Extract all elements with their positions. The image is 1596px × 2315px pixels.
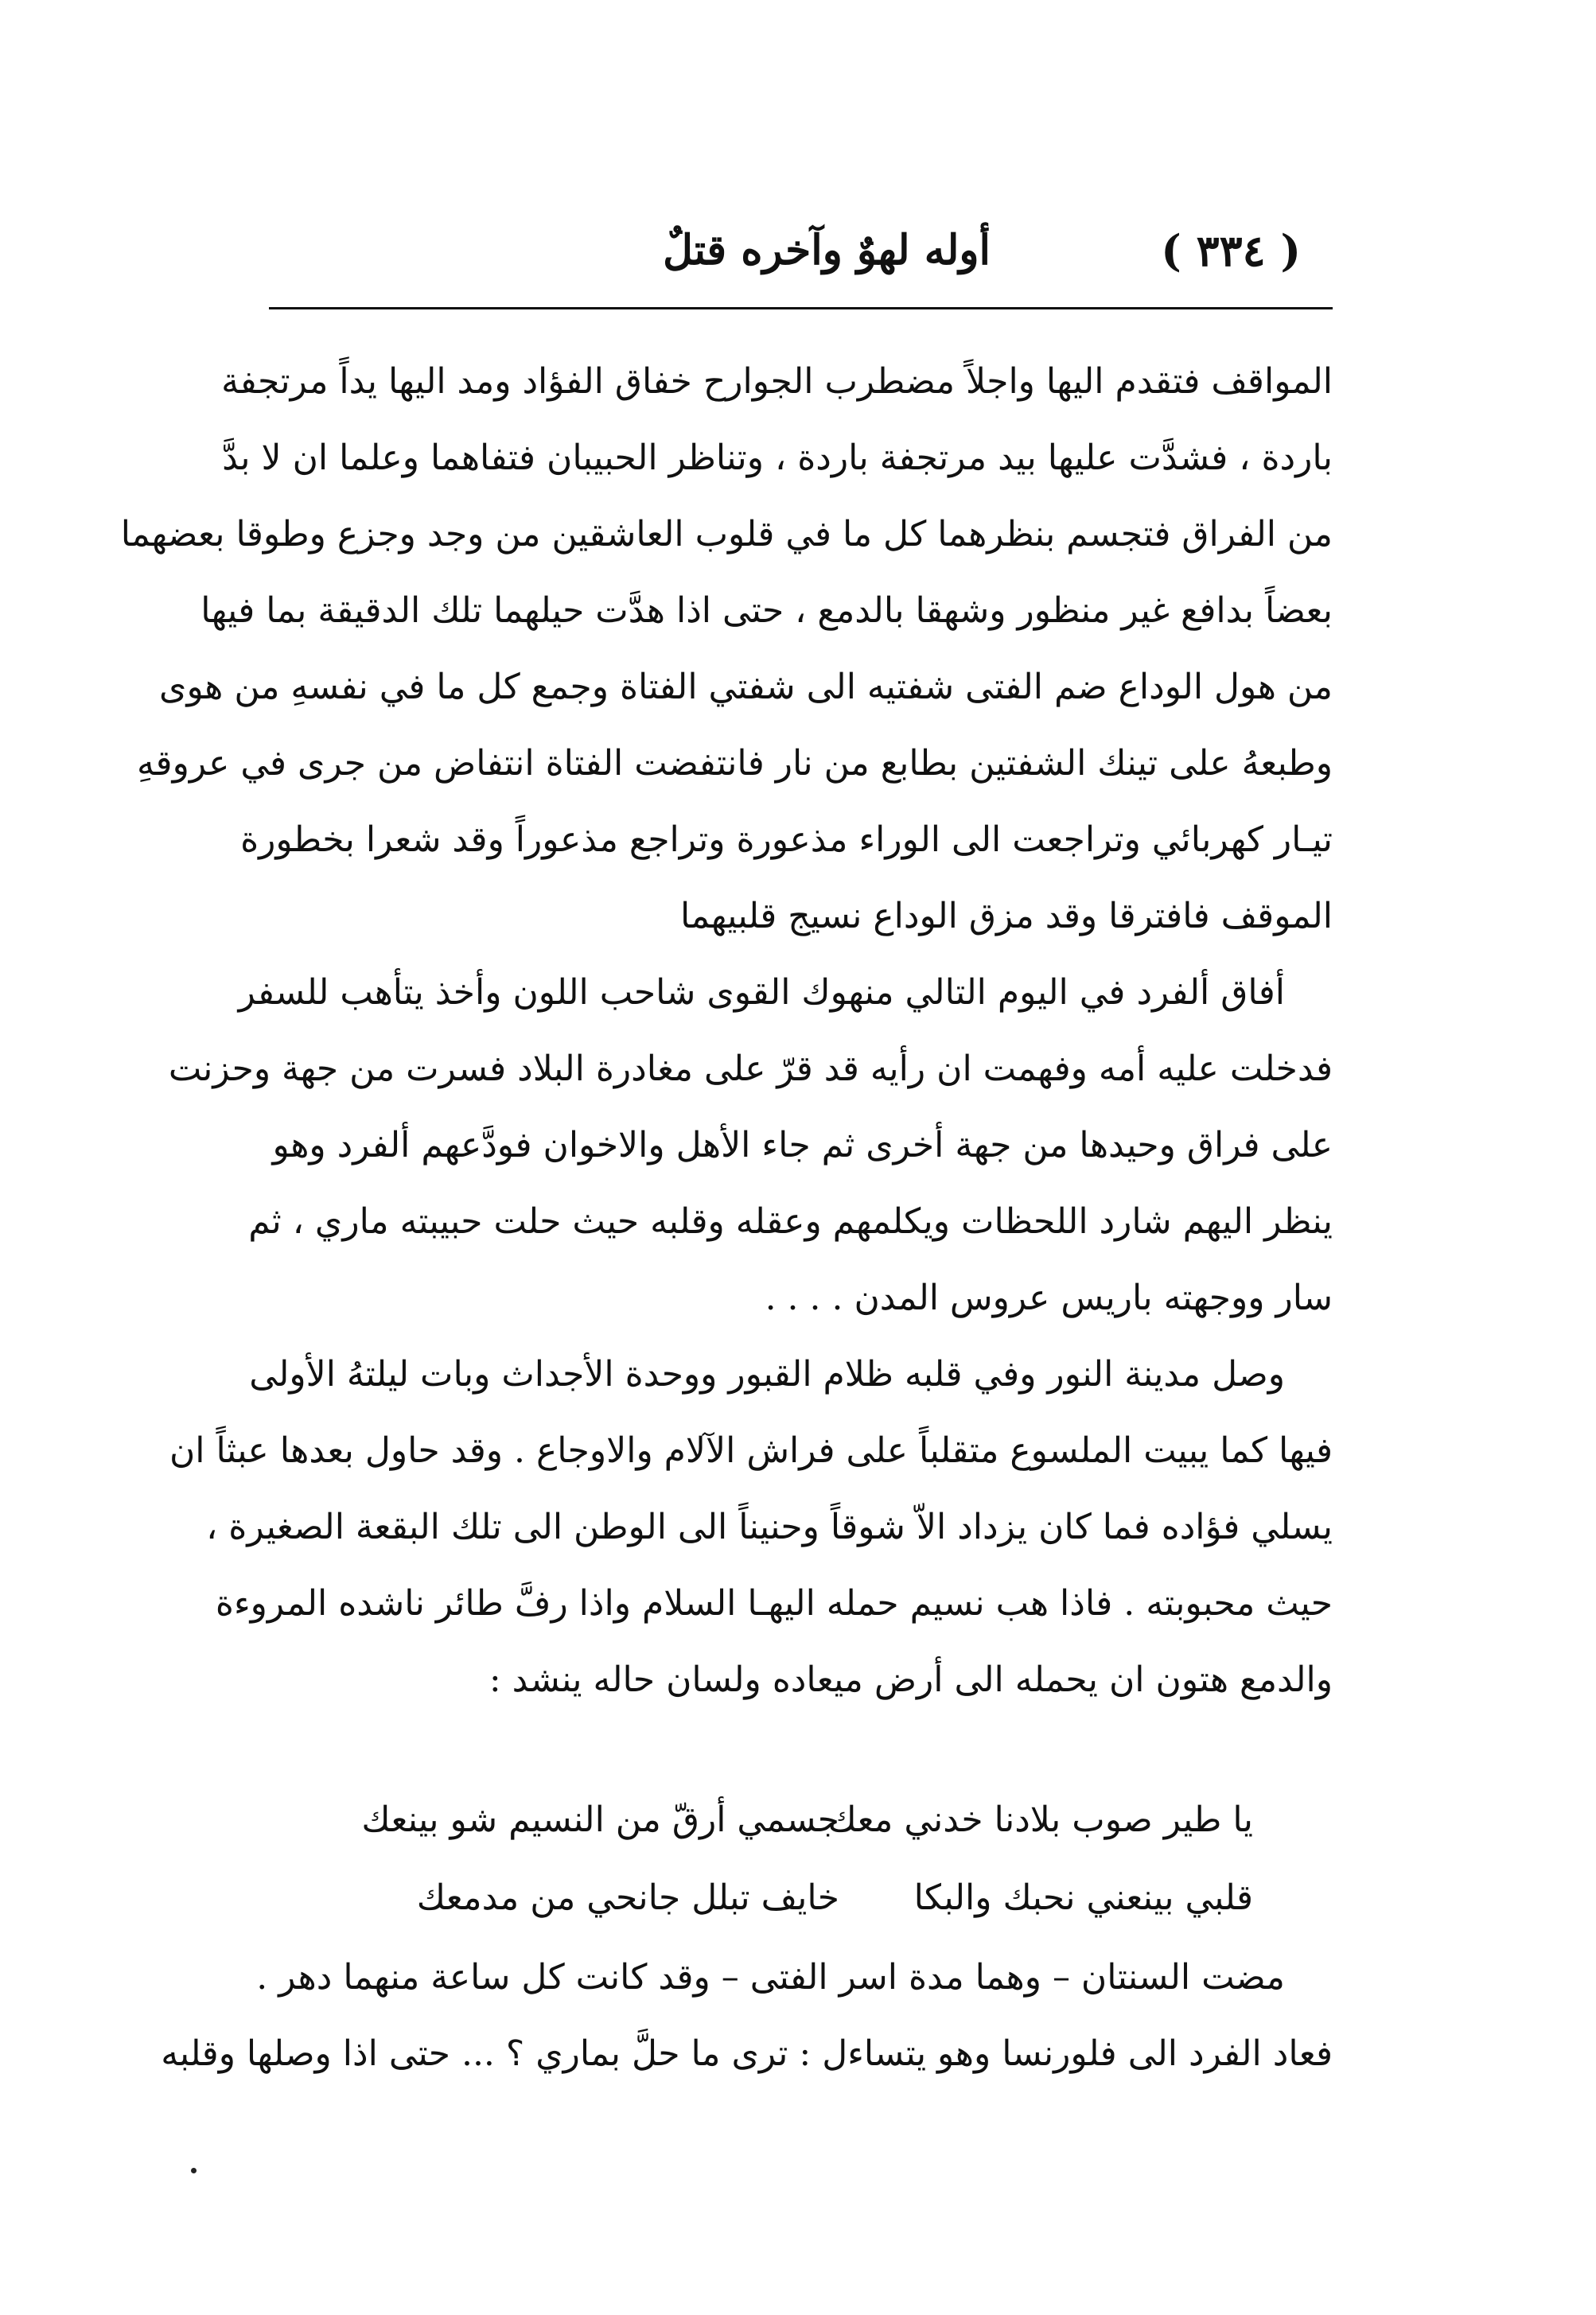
- text-line: فيها كما يبيت الملسوع متقلباً على فراش الآلام والاوجاع . وقد حاول بعدها عبثاً ان: [169, 1430, 1333, 1471]
- paragraph-1: [120, 344, 1333, 955]
- text-line: على فراق وحيدها من جهة أخرى ثم جاء الأهل والاخوان فودَّعهم ألفرد وهو: [272, 1125, 1333, 1165]
- text-line: بعضاً بدافع غير منظور وشهقا بالدمع ، حتى اذا هدَّت حيلهما تلك الدقيقة بما فيها: [200, 590, 1333, 631]
- header-rule: [269, 307, 1333, 309]
- text-line: الموقف فافترقا وقد مزق الوداع نسيج قلبيهما: [679, 896, 1333, 936]
- after-poem-text: [161, 1940, 1333, 2092]
- body-text: [120, 344, 1333, 1718]
- poem-verse: [269, 1858, 1333, 1936]
- text-line: فعاد الفرد الى فلورنسا وهو يتساءل : ترى ما حلَّ بماري ؟ ... حتى اذا وصلها وقلبه: [161, 2033, 1333, 2074]
- text-line: باردة ، فشدَّت عليها بيد مرتجفة باردة ، وتناظر الحبيبان فتفاهما وعلما ان لا بدَّ: [222, 438, 1333, 478]
- poem: [269, 1780, 1333, 1936]
- text-line: مضت السنتان – وهما مدة اسر الفتى – وقد كانت كل ساعة منهما دهر .: [256, 1957, 1285, 1998]
- text-line: أفاق ألفرد في اليوم التالي منهوك القوى شاحب اللون وأخذ يتأهب للسفر: [238, 972, 1285, 1013]
- text-line: تيـار كهربائي وتراجعت الى الوراء مذعورة وتراجع مذعوراً وقد شعرا بخطورة: [240, 819, 1333, 860]
- text-line: فدخلت عليه أمه وفهمت ان رأيه قد قرّ على مغادرة البلاد فسرت من جهة وحزنت: [168, 1049, 1333, 1089]
- text-line: المواقف فتقدم اليها واجلاً مضطرب الجوارح خفاق الفؤاد ومد اليها يداً مرتجفة: [221, 361, 1333, 402]
- text-line: وطبعهُ على تينك الشفتين بطابع من نار فانتفضت الفتاة انتفاض من جرى في عروقهِ: [136, 743, 1333, 784]
- paragraph-2: [168, 955, 1333, 1336]
- text-line: يسلي فؤاده فما كان يزداد الاّ شوقاً وحنيناً الى الوطن الى تلك البقعة الصغيرة ،: [206, 1507, 1333, 1547]
- paragraph-3: [169, 1336, 1333, 1718]
- text-line: سار ووجهته باريس عروس المدن . . . .: [765, 1278, 1333, 1318]
- text-line: حيث محبوبته . فاذا هب نسيم حمله اليهـا السلام واذا رفَّ طائر ناشده المروءة: [215, 1583, 1333, 1624]
- poem-hemistich-second: خايف تبلل جانحي من مدمعك: [416, 1877, 839, 1918]
- running-title: أوله لهوٌ وآخره قتلٌ: [663, 226, 991, 274]
- text-line: ينظر اليهم شارد اللحظات ويكلمهم وعقله وقلبه حيث حلت حبيبته ماري ، ثم: [248, 1201, 1333, 1242]
- poem-hemistich-first: يا طير صوب بلادنا خدني معك: [827, 1799, 1253, 1840]
- scan-speck: [191, 2168, 197, 2173]
- page-header: [271, 219, 1333, 282]
- text-line: وصل مدينة النور وفي قلبه ظلام القبور ووحدة الأجداث وبات ليلتهُ الأولى: [249, 1354, 1285, 1395]
- poem-hemistich-second: جسمي أرقّ من النسيم شو بينعك: [361, 1799, 839, 1840]
- text-line: من الفراق فتجسم بنظرهما كل ما في قلوب العاشقين من وجد وجزع وطوقا بعضهما: [120, 514, 1333, 554]
- poem-hemistich-first: قلبي بينعني نحبك والبكا: [913, 1877, 1253, 1918]
- page-number: ( ٣٣٤ ): [1161, 225, 1301, 276]
- text-line: والدمع هتون ان يحمله الى أرض ميعاده ولسان حاله ينشد :: [489, 1659, 1333, 1700]
- text-line: من هول الوداع ضم الفتى شفتيه الى شفتي الفتاة وجمع كل ما في نفسهِ من هوى: [159, 667, 1333, 707]
- poem-verse: [269, 1780, 1333, 1858]
